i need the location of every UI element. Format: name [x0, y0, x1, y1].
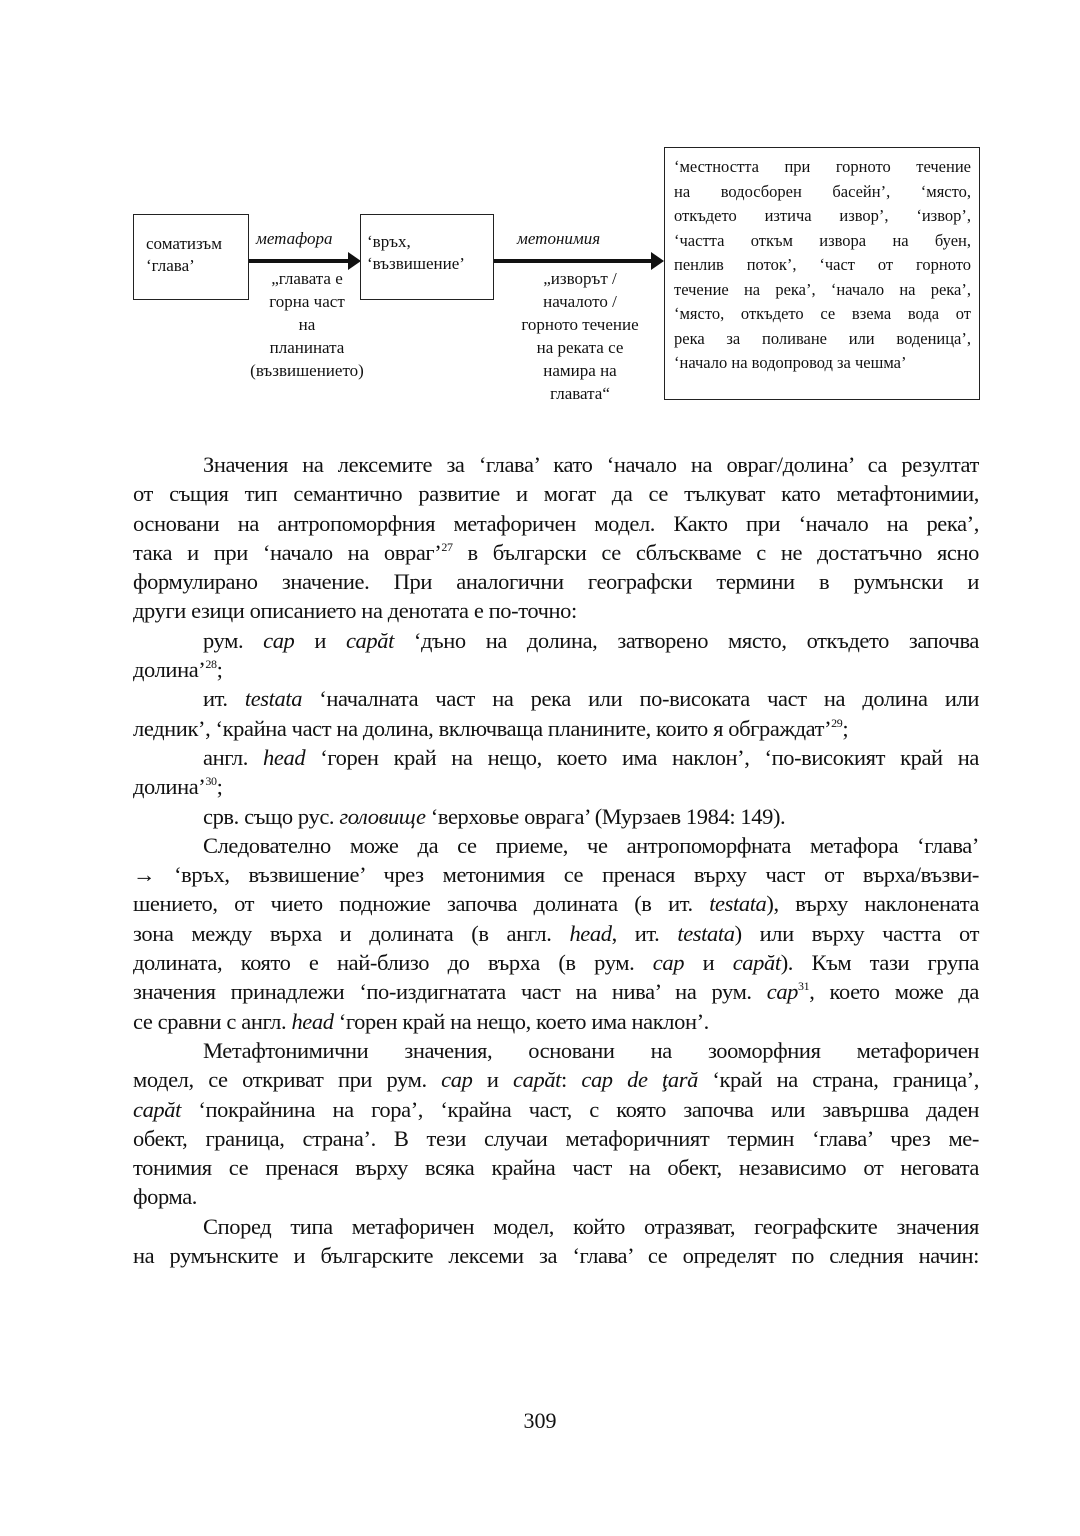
text: ‘началната част на река или по-високата част на долина или [302, 686, 979, 712]
paragraph-line: обект, граница, страна’. В тези случаи метафоричният термин ‘глава’ чрез ме- [133, 1125, 979, 1151]
target-meanings-box [664, 147, 980, 400]
box-line: соматизъм [146, 234, 222, 253]
box-line: ‘възвишение’ [367, 254, 465, 273]
example-italian [133, 684, 979, 713]
text: долина’ [133, 657, 206, 683]
text: се сравни с англ. [133, 1008, 292, 1034]
note-line: на реката се [536, 338, 624, 357]
text: и [684, 950, 733, 976]
term: testata [709, 891, 767, 917]
paragraph-line [133, 655, 979, 684]
text: англ. [203, 744, 264, 770]
term: testata [677, 920, 735, 946]
text: ит. [203, 686, 245, 712]
box-line: откъдето изтича извор’, ‘извор’, [674, 206, 971, 225]
text: модел, се откриват при рум. [133, 1067, 442, 1093]
box-line: ‘местността при горното течение [674, 157, 971, 176]
note-line: началото / [543, 292, 617, 311]
box-line: ‘място, откъдето се взема вода от [674, 304, 971, 323]
semantic-development-diagram [0, 0, 1080, 420]
box-line: ‘начало на водопровод за чешма’ [674, 353, 907, 372]
paragraph-line: на румънските и българските лексеми за ‘глава’ се определят по следния начин: [133, 1243, 979, 1269]
box-line: пенлив поток’, ‘част от горното [674, 255, 971, 274]
box-line: река за поливане или воденица’, [674, 328, 971, 348]
term: cap de ţară [581, 1067, 698, 1093]
note-line: намира на [543, 361, 617, 380]
term: capăt [513, 1067, 562, 1093]
term: capăt [732, 950, 781, 976]
footnote-ref[interactable]: 31 [798, 979, 810, 994]
text: , което може да [809, 979, 980, 1005]
text: ‘верховье оврага’ (Мурзаев 1984: 149). [425, 803, 786, 829]
text: ‘покрайнина на гора’, ‘крайна част, с която започва или завършва даден [181, 1096, 979, 1122]
text: ; [216, 774, 223, 800]
note-line: „главата е [271, 269, 343, 288]
term: head [291, 1008, 334, 1034]
note-line: планината [269, 338, 345, 357]
metonymy-note [500, 267, 660, 405]
note-line: главата“ [550, 384, 610, 403]
paragraph-line [133, 772, 979, 801]
example-russian [133, 802, 979, 831]
text: ‘край на страна, граница’, [697, 1067, 979, 1093]
term: cap [652, 950, 685, 976]
paragraph-line: формулирано значение. При аналогични географски термини в румънски и [133, 569, 979, 595]
box-line: ‘връх, [367, 232, 411, 251]
paragraph-line [133, 714, 979, 743]
paragraph-line: Метафтонимични значения, основани на зооморфния метафоричен [203, 1037, 979, 1063]
note-line: горна част [269, 292, 345, 311]
example-romanian [133, 626, 979, 655]
text: зона между върха и долината (в англ. [133, 920, 570, 946]
paragraph-line [133, 889, 979, 918]
box-line: ‘глава’ [146, 256, 195, 275]
text: долината, която е най-близо до върха (в рум. [133, 950, 653, 976]
paragraph-line: Следователно може да се приеме, че антропоморфната метафора ‘глава’ [203, 832, 979, 858]
paragraph-line [133, 538, 979, 567]
term: cap [263, 627, 295, 653]
text: ‘дъно на долина, затворено място, откъдето започва [393, 627, 980, 653]
footnote-ref[interactable]: 28 [205, 657, 217, 672]
text: долина’ [133, 774, 206, 800]
text: значения принадлежи ‘по-издигнатата част на нива’ на рум. [133, 979, 767, 1005]
text: ; [216, 657, 223, 683]
note-line: на [298, 315, 316, 334]
note-line: (възвишението) [250, 361, 364, 380]
paragraph-line [133, 948, 979, 977]
metonymy-label: метонимия [517, 229, 601, 248]
paragraph-line: Значения на лексемите за ‘глава’ като ‘начало на овраг/долина’ са резултат [203, 452, 979, 477]
text: ), върху наклонената [766, 891, 979, 917]
footnote-ref[interactable]: 30 [205, 774, 217, 789]
text: срв. също рус. [203, 803, 340, 829]
box-line: ‘частта откъм извора на буен, [674, 230, 971, 250]
arrow-right-icon [494, 259, 652, 263]
term: capăt [345, 627, 394, 653]
note-line: „изворът / [543, 269, 617, 288]
term: testata [244, 686, 303, 712]
paragraph-line: от същия тип семантично развитие и могат да се тълкуват като метафтонимии, [133, 481, 979, 507]
paragraph-line [133, 919, 979, 948]
paragraph-line: тонимия се пренася върху всяка крайна част на обект, независимо от неговата [133, 1155, 979, 1181]
arrow-right-icon [249, 259, 349, 263]
text: шението, от чието подножие започва долината (в ит. [133, 891, 710, 917]
text: ; [842, 715, 849, 741]
paragraph-line [133, 1065, 979, 1094]
metaphor-label: метафора [256, 229, 333, 248]
text: рум. [203, 627, 264, 653]
paragraph-line [133, 1095, 979, 1124]
box-line: течение на река’, ‘начало на река’, [674, 279, 971, 299]
text: , ит. [611, 920, 678, 946]
text: ) или върху частта от [734, 920, 979, 946]
text: в български се сблъскваме с не достатъчно ясно [452, 539, 979, 565]
term: head [263, 744, 306, 770]
text: ‘горен край на нещо, което има наклон’. [333, 1008, 709, 1034]
example-english [133, 743, 979, 772]
term: capăt [133, 1096, 181, 1122]
paragraph-line: Според типа метафоричен модел, който отразяват, географските значения [203, 1213, 979, 1239]
paragraph-line: други езици описанието на денотата е по-точно: [133, 598, 577, 624]
paragraph-line: форма. [133, 1184, 198, 1210]
text: ‘горен край на нещо, което има наклон’, ‘по-високият край на [305, 744, 979, 770]
footnote-ref[interactable]: 29 [831, 715, 843, 730]
text: и [294, 627, 346, 653]
text: : [561, 1067, 582, 1093]
term: cap [441, 1067, 473, 1093]
footnote-ref[interactable]: 27 [441, 539, 453, 554]
paragraph-line: основани на антропоморфния метафоричен модел. Както при ‘начало на река’, [133, 510, 979, 536]
term: head [569, 920, 612, 946]
text: ). Към тази група [780, 950, 980, 976]
paragraph-line [133, 977, 979, 1006]
text: ледник’, ‘крайна част на долина, включваща планините, които я обграждат’ [133, 715, 832, 741]
paragraph-line: → ‘връх, възвишение’ чрез метонимия се пренася върху част от върха/възви- [133, 862, 979, 888]
middle-concept-box [360, 214, 494, 300]
text: и [472, 1067, 514, 1093]
term: cap [766, 979, 799, 1005]
page-number: 309 [523, 1408, 557, 1433]
paragraph-line [133, 1007, 979, 1036]
note-line: горното течение [521, 315, 639, 334]
text: така и при ‘начало на овраг’ [133, 539, 442, 565]
body-text [133, 450, 979, 1270]
box-line: на водосборен басейн’, ‘място, [674, 181, 971, 201]
term: головище [339, 803, 426, 829]
